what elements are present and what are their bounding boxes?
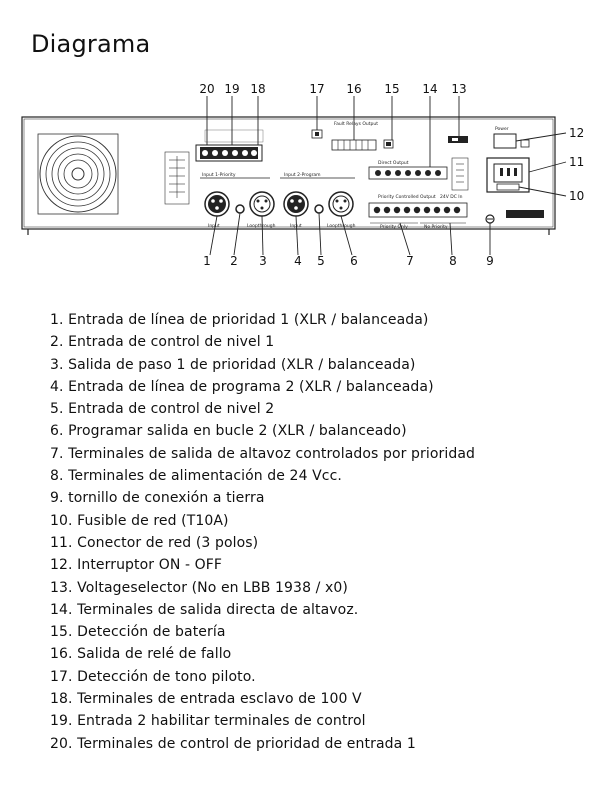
- dc-in-label: 24V DC In: [440, 195, 463, 200]
- callout-5: 5: [317, 254, 325, 268]
- power-label: Power: [495, 127, 509, 132]
- legend-item-15: 15. Detección de batería: [50, 624, 226, 641]
- legend-item-2: 2. Entrada de control de nivel 1: [50, 334, 275, 351]
- callout-1: 1: [203, 254, 211, 268]
- legend-item-20: 20. Terminales de control de prioridad de entrada 1: [50, 735, 416, 752]
- legend-item-16: 16. Salida de relé de fallo: [50, 646, 232, 663]
- power-section: [487, 126, 544, 218]
- amplifier-rear-panel-diagram: [0, 70, 600, 290]
- legend-item-14: 14. Terminales de salida directa de altavoz.: [50, 601, 359, 618]
- callout-14: 14: [422, 82, 438, 96]
- legend-item-13: 13. Voltageselector (No en LBB 1938 / x0): [50, 579, 348, 596]
- legend-item-12: 12. Interruptor ON - OFF: [50, 557, 223, 574]
- input1-label: Input: [208, 224, 220, 229]
- legend-item-10: 10. Fusible de red (T10A): [50, 512, 229, 529]
- direct-output-label: Direct Output: [378, 161, 409, 166]
- callout-19: 19: [224, 82, 240, 96]
- input2-label: Input: [290, 224, 302, 229]
- input2-section: [280, 172, 356, 229]
- callout-13: 13: [451, 82, 467, 96]
- callout-18: 18: [250, 82, 266, 96]
- legend-item-19: 19. Entrada 2 habilitar terminales de control: [50, 713, 366, 730]
- callout-6: 6: [350, 254, 358, 268]
- callout-2: 2: [230, 254, 238, 268]
- callout-3: 3: [259, 254, 267, 268]
- wiring-scheme-icon: [165, 152, 189, 204]
- input1-section-label: Input 1-Priority: [202, 173, 236, 178]
- legend-item-18: 18. Terminales de entrada esclavo de 100 V: [50, 691, 362, 708]
- direct-output-terminals: [369, 160, 447, 179]
- input1-section: [200, 172, 276, 229]
- pilot-tone-detection-switch: [312, 130, 322, 138]
- no-priority-label: No Priority: [424, 225, 448, 230]
- battery-detection-switch: [384, 140, 393, 148]
- loopthrough1-label: Loopthrough: [247, 224, 276, 229]
- transformer-icon: [452, 158, 468, 190]
- priority-output-label: Priority Controlled Output: [378, 195, 436, 200]
- callout-7: 7: [406, 254, 414, 268]
- control-terminal-block: [196, 130, 263, 161]
- ground-screw-icon: [486, 215, 494, 223]
- page-title: Diagrama: [31, 30, 151, 58]
- fuse-icon: [497, 184, 519, 190]
- callout-15: 15: [384, 82, 400, 96]
- legend-list: [50, 309, 475, 755]
- callout-17: 17: [309, 82, 325, 96]
- input2-section-label: Input 2-Program: [284, 173, 321, 178]
- callout-12: 12: [569, 126, 585, 140]
- legend-item-9: 9. tornillo de conexión a tierra: [50, 490, 265, 507]
- fault-relay-terminals: [332, 121, 378, 150]
- priority-only-label: Priority Only: [380, 225, 408, 230]
- callout-4: 4: [294, 254, 302, 268]
- legend-item-8: 8. Terminales de alimentación de 24 Vcc.: [50, 468, 342, 485]
- legend-item-17: 17. Detección de tono piloto.: [50, 668, 256, 685]
- callout-16: 16: [346, 82, 362, 96]
- callout-9: 9: [486, 254, 494, 268]
- legend-item-4: 4. Entrada de línea de programa 2 (XLR / balanceada): [50, 378, 434, 395]
- voltage-selector: [448, 136, 468, 143]
- legend-item-5: 5. Entrada de control de nivel 2: [50, 401, 275, 418]
- legend-item-3: 3. Salida de paso 1 de prioridad (XLR / balanceada): [50, 356, 416, 373]
- legend-item-7: 7. Terminales de salida de altavoz controlados por prioridad: [50, 445, 476, 462]
- callout-8: 8: [449, 254, 457, 268]
- legend-item-6: 6. Programar salida en bucle 2 (XLR / balanceado): [50, 423, 407, 440]
- legend-item-1: 1. Entrada de línea de prioridad 1 (XLR / balanceada): [50, 312, 429, 328]
- legend-item-11: 11. Conector de red (3 polos): [50, 534, 259, 551]
- priority-controlled-output-terminals: [369, 194, 467, 230]
- callout-11: 11: [569, 155, 585, 169]
- callout-10: 10: [569, 189, 585, 203]
- fan-icon: [38, 134, 118, 214]
- loopthrough2-label: Loopthrough: [327, 224, 356, 229]
- callout-20: 20: [199, 82, 215, 96]
- fault-relays-label: Fault Relays Output: [334, 122, 379, 127]
